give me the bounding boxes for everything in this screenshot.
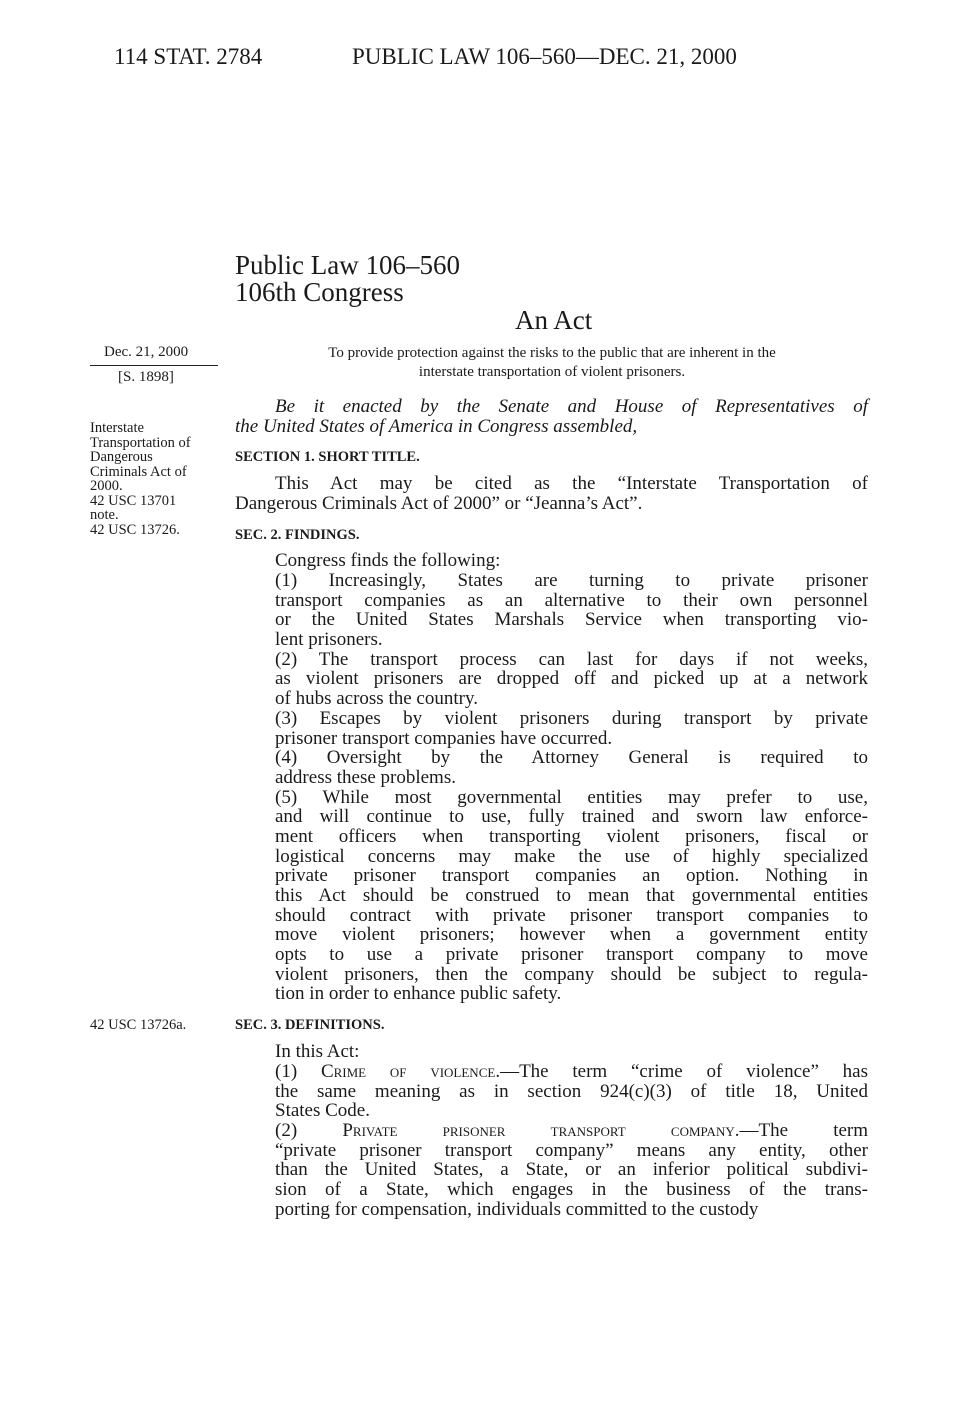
margin-note-line: Dangerous: [90, 449, 153, 465]
section-heading: SEC. 2. FINDINGS.: [235, 527, 360, 543]
text-line: or the United States Marshals Service when transporting vio-: [275, 609, 868, 631]
margin-note-line: 42 USC 13726.: [90, 521, 180, 538]
text-segment: (1): [275, 1061, 321, 1082]
text-line: violent prisoners, then the company should be subject to regula-: [275, 963, 868, 985]
margin-note-line: 42 USC 13701: [90, 492, 177, 509]
text-line: the same meaning as in section 924(c)(3) of title 18, United: [275, 1080, 868, 1102]
margin-note-line: 2000.: [90, 478, 123, 494]
text-line: than the United States, a State, or an inferior political subdivi-: [275, 1159, 868, 1181]
text-line: tion in order to enhance public safety.: [275, 983, 562, 1005]
text-line: transport companies as an alternative to their own personnel: [275, 589, 868, 611]
text-line: move violent prisoners; however when a government entity: [275, 924, 868, 946]
text-line: States Code.: [275, 1100, 370, 1122]
text-line: sion of a State, which engages in the business of the trans-: [275, 1179, 868, 1201]
text-line: (5) While most governmental entities may prefer to use,: [275, 786, 868, 808]
text-line: prisoner transport companies have occurred.: [275, 727, 613, 749]
act-title: An Act: [515, 305, 593, 335]
list-item: [275, 1121, 868, 1219]
section-heading: SECTION 1. SHORT TITLE.: [235, 449, 420, 465]
margin-note-line: Criminals Act of: [90, 463, 187, 480]
text-line: ment officers when transporting violent prisoners, fiscal or: [275, 825, 868, 847]
congress: 106th Congress: [235, 277, 404, 307]
text-line: opts to use a private prisoner transport company to move: [275, 944, 868, 966]
running-header: PUBLIC LAW 106–560—DEC. 21, 2000: [352, 44, 737, 69]
text-line: private prisoner transport companies an option. Nothing in: [275, 865, 868, 887]
text-line: (4) Oversight by the Attorney General is required to: [275, 747, 868, 769]
margin-note-usc: 42 USC 13726a.: [90, 1017, 187, 1033]
section-intro: Congress finds the following:: [275, 550, 501, 571]
margin-note: [90, 421, 191, 537]
text-segment: .—The term: [734, 1120, 869, 1142]
text-line: [275, 1062, 868, 1082]
margin-note-line: Interstate: [90, 420, 144, 436]
margin-date: Dec. 21, 2000: [104, 344, 189, 360]
text-line: lent prisoners.: [275, 629, 383, 651]
text-line: and will continue to use, fully trained and sworn law enforce-: [275, 806, 868, 828]
text-line: of hubs across the country.: [275, 688, 478, 710]
text-segment: Crime of violence: [320, 1061, 496, 1082]
list-item: [275, 650, 868, 709]
text-line: (3) Escapes by violent prisoners during transport by private: [275, 707, 868, 729]
text-segment: (2): [275, 1120, 343, 1142]
text-line: To provide protection against the risks to the public that are inherent in the: [328, 345, 776, 361]
text-line: address these problems.: [275, 766, 456, 788]
definitions-list: [275, 1062, 868, 1220]
margin-note-line: note.: [90, 507, 119, 523]
list-item: [275, 709, 868, 748]
list-item: [275, 1062, 868, 1121]
purpose: [272, 344, 832, 382]
text-line: “private prisoner transport company” means any entity, other: [275, 1139, 868, 1161]
findings-list: [275, 571, 868, 1004]
text-line: the United States of America in Congress assembled,: [235, 415, 638, 437]
text-line: interstate transportation of violent prisoners.: [418, 364, 686, 380]
text-segment: Private prisoner transport company: [342, 1120, 735, 1142]
section-heading: SEC. 3. DEFINITIONS.: [235, 1017, 385, 1033]
text-line: (1) Increasingly, States are turning to private prisoner: [275, 570, 868, 591]
text-segment: .—The term “crime of violence” has: [495, 1061, 868, 1082]
text-line: this Act should be construed to mean that governmental entities: [275, 885, 868, 906]
list-item: [275, 748, 868, 787]
text-line: logistical concerns may make the use of highly specialized: [275, 845, 868, 867]
text-line: [275, 1121, 868, 1141]
list-item: [275, 571, 868, 650]
text-line: This Act may be cited as the “Interstate Transportation of: [275, 473, 868, 494]
margin-note-line: Transportation of: [90, 434, 191, 451]
text-line: should contract with private prisoner transport companies to: [275, 904, 868, 926]
law-number: Public Law 106–560: [235, 250, 460, 280]
text-line: as violent prisoners are dropped off and picked up at a network: [275, 668, 868, 690]
text-line: Dangerous Criminals Act of 2000” or “Jeanna’s Act”.: [235, 492, 643, 514]
section-intro: In this Act:: [275, 1041, 360, 1062]
page-number: 114 STAT. 2784: [114, 44, 263, 69]
text-line: Be it enacted by the Senate and House of Representatives of: [275, 396, 868, 417]
margin-bill: [S. 1898]: [118, 369, 174, 385]
list-item: [275, 788, 868, 1005]
margin-rule: [90, 365, 218, 366]
text-line: porting for compensation, individuals committed to the custody: [275, 1198, 759, 1220]
text-line: (2) The transport process can last for days if not weeks,: [275, 648, 868, 670]
section-body: [235, 474, 868, 513]
enacting-clause: [235, 397, 868, 436]
